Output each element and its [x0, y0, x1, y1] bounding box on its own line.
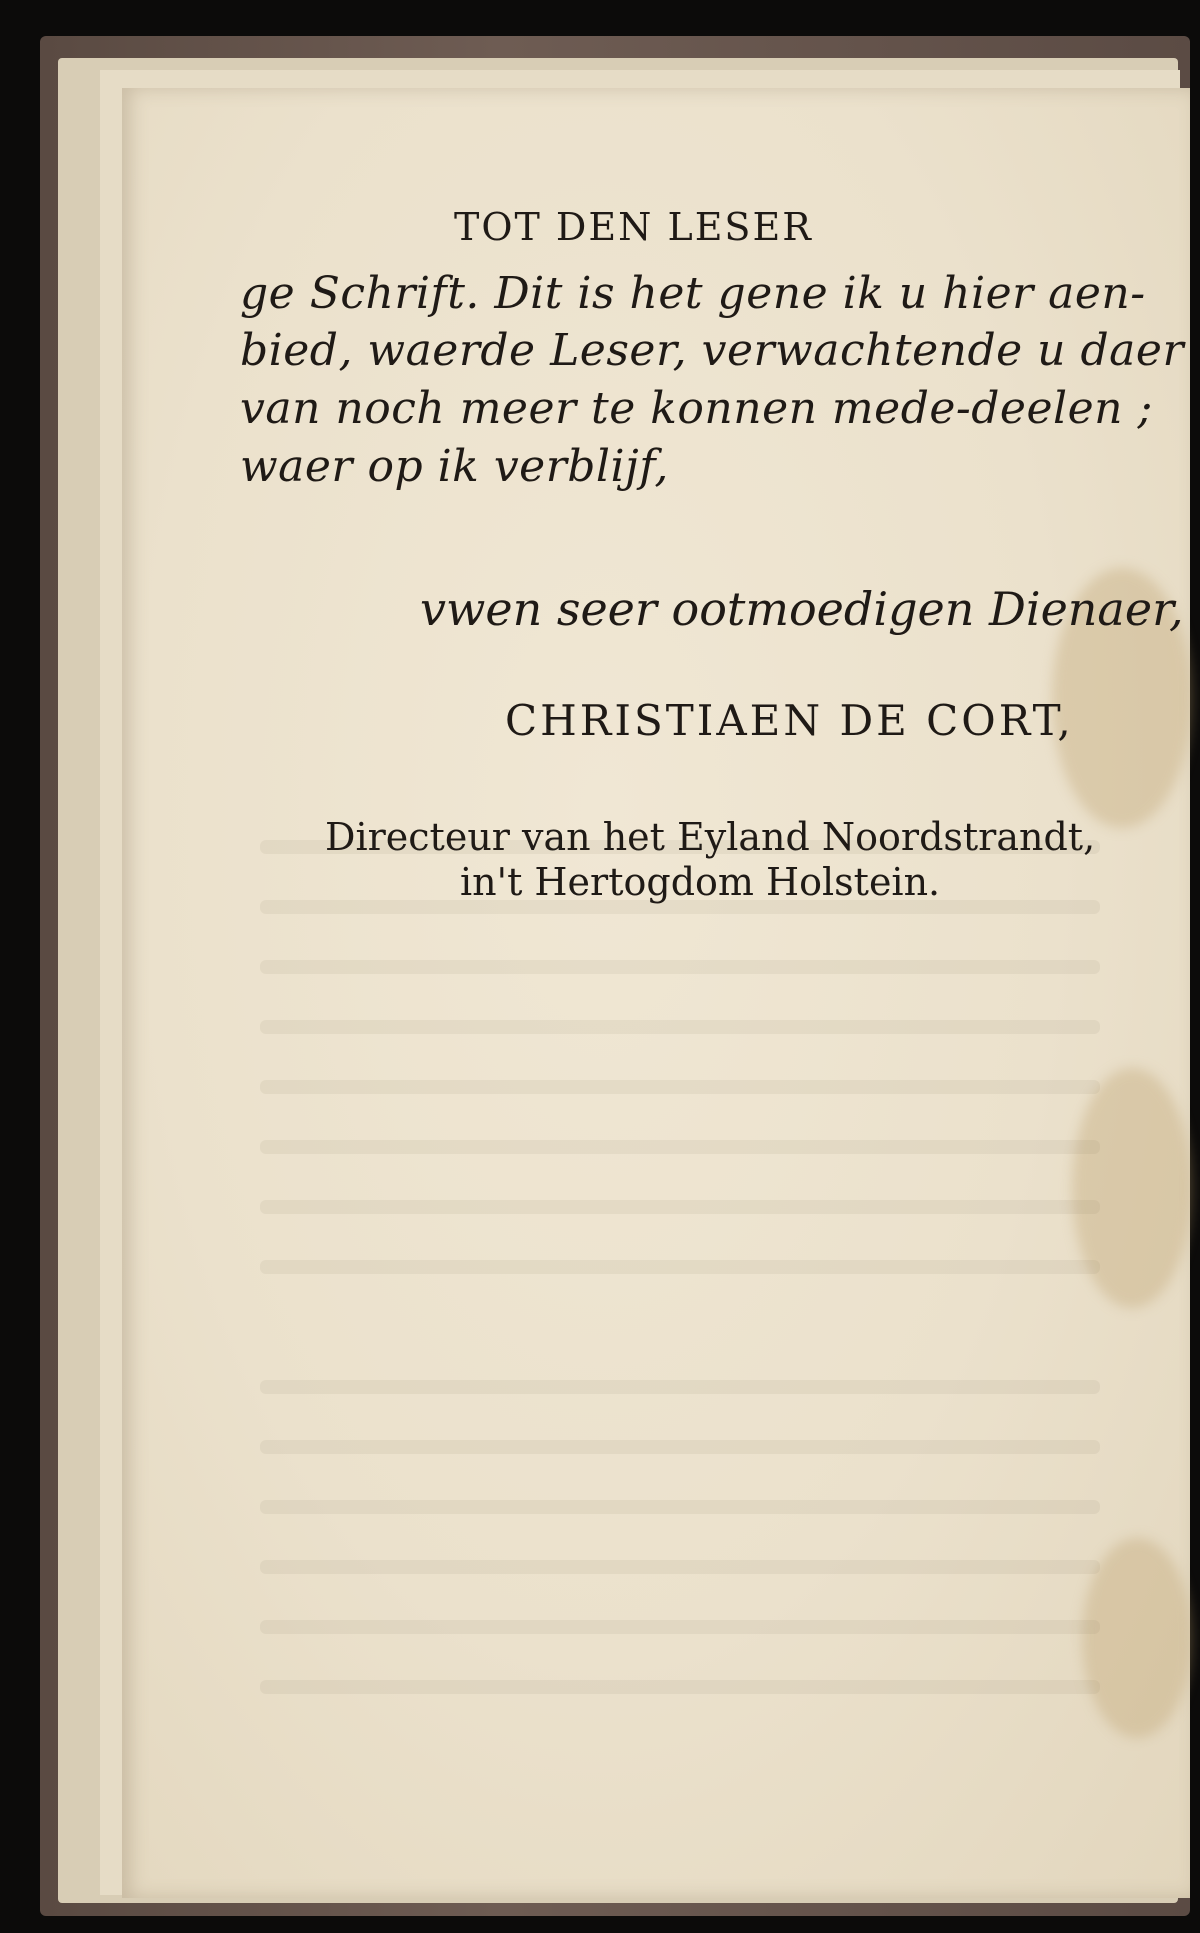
show-through-line	[260, 1140, 1100, 1154]
author-title-line-1: Directeur van het Eyland Noordstrandt,	[325, 815, 1096, 859]
body-line-2: bied, waerde Leser, verwachtende u daer	[240, 325, 1184, 376]
show-through-line	[260, 1200, 1100, 1214]
show-through-line	[260, 1680, 1100, 1694]
running-head: TOT DEN LESER	[454, 205, 813, 249]
show-through-line	[260, 1560, 1100, 1574]
body-line-3: van noch meer te konnen mede-deelen ;	[240, 383, 1153, 434]
show-through-line	[260, 1260, 1100, 1274]
show-through-line	[260, 1500, 1100, 1514]
body-line-4: waer op ik verblijf,	[240, 441, 669, 492]
show-through-line	[260, 1380, 1100, 1394]
show-through-line	[260, 1620, 1100, 1634]
show-through-line	[260, 1440, 1100, 1454]
author-name: CHRISTIAEN DE CORT,	[505, 696, 1074, 745]
body-line-1: ge Schrift. Dit is het gene ik u hier aen-	[240, 268, 1146, 319]
author-title-line-2: in't Hertogdom Holstein.	[460, 860, 941, 904]
show-through-line	[260, 1080, 1100, 1094]
show-through-line	[260, 960, 1100, 974]
show-through-line	[260, 1020, 1100, 1034]
closing-salutation: vwen seer ootmoedigen Dienaer,	[420, 582, 1184, 636]
